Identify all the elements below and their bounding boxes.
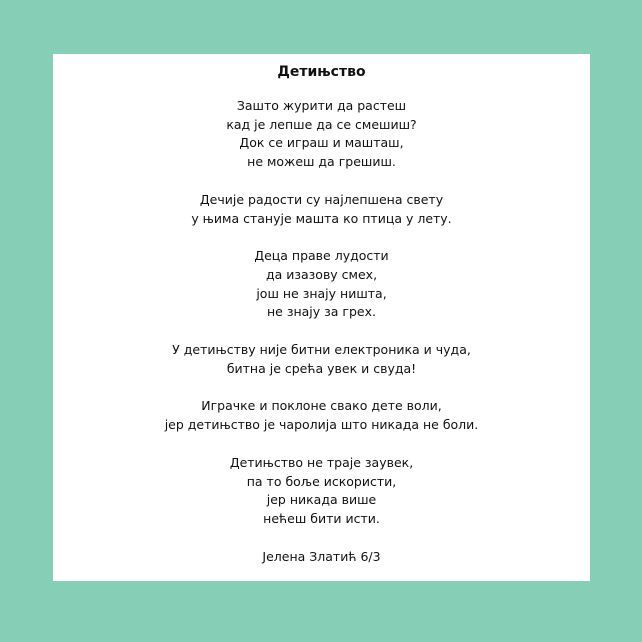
stanza-6 bbox=[53, 454, 590, 529]
stanza-5 bbox=[53, 397, 590, 434]
poem-line: не можеш да грешиш. bbox=[247, 154, 396, 170]
stanza-2 bbox=[53, 191, 590, 228]
poem-line: да изазову смех, bbox=[265, 266, 378, 282]
poem-line: па то боље искористи, bbox=[246, 473, 397, 489]
poem-line: јер детињство је чаролија што никада не боли. bbox=[164, 417, 479, 433]
poem-title: Детињство bbox=[277, 64, 366, 80]
poem-line: Док се играш и машташ, bbox=[239, 135, 404, 151]
poem-line: не знају за грех. bbox=[266, 304, 376, 320]
poem-line: битна је срећа увек и свуда! bbox=[226, 360, 417, 376]
poem-line: Деца праве лудости bbox=[254, 248, 389, 264]
poem-line: нећеш бити исти. bbox=[263, 510, 380, 526]
author-signature: Јелена Златић 6/3 bbox=[262, 548, 381, 564]
poem-line: У детињству није битни електроника и чуда, bbox=[172, 342, 471, 358]
poem-page bbox=[53, 54, 590, 581]
poem-line: Зашто журити да растеш bbox=[236, 98, 407, 113]
poem-line: Дечије радости су најлепшена свету bbox=[199, 191, 444, 207]
poem-line: кад је лепше да се смешиш? bbox=[226, 116, 417, 132]
poem-body bbox=[53, 97, 590, 566]
poem-line: јер никада више bbox=[266, 492, 377, 508]
poem-line: Играчке и поклоне свако дете воли, bbox=[201, 398, 442, 414]
poem-line: Детињство не траје заувек, bbox=[229, 454, 414, 470]
stanza-1 bbox=[53, 97, 590, 172]
stanza-4 bbox=[53, 341, 590, 378]
stanza-3 bbox=[53, 247, 590, 322]
poem-line: у њима станује машта ко птица у лету. bbox=[191, 210, 452, 226]
poem-line: још не знају ништа, bbox=[256, 285, 387, 301]
